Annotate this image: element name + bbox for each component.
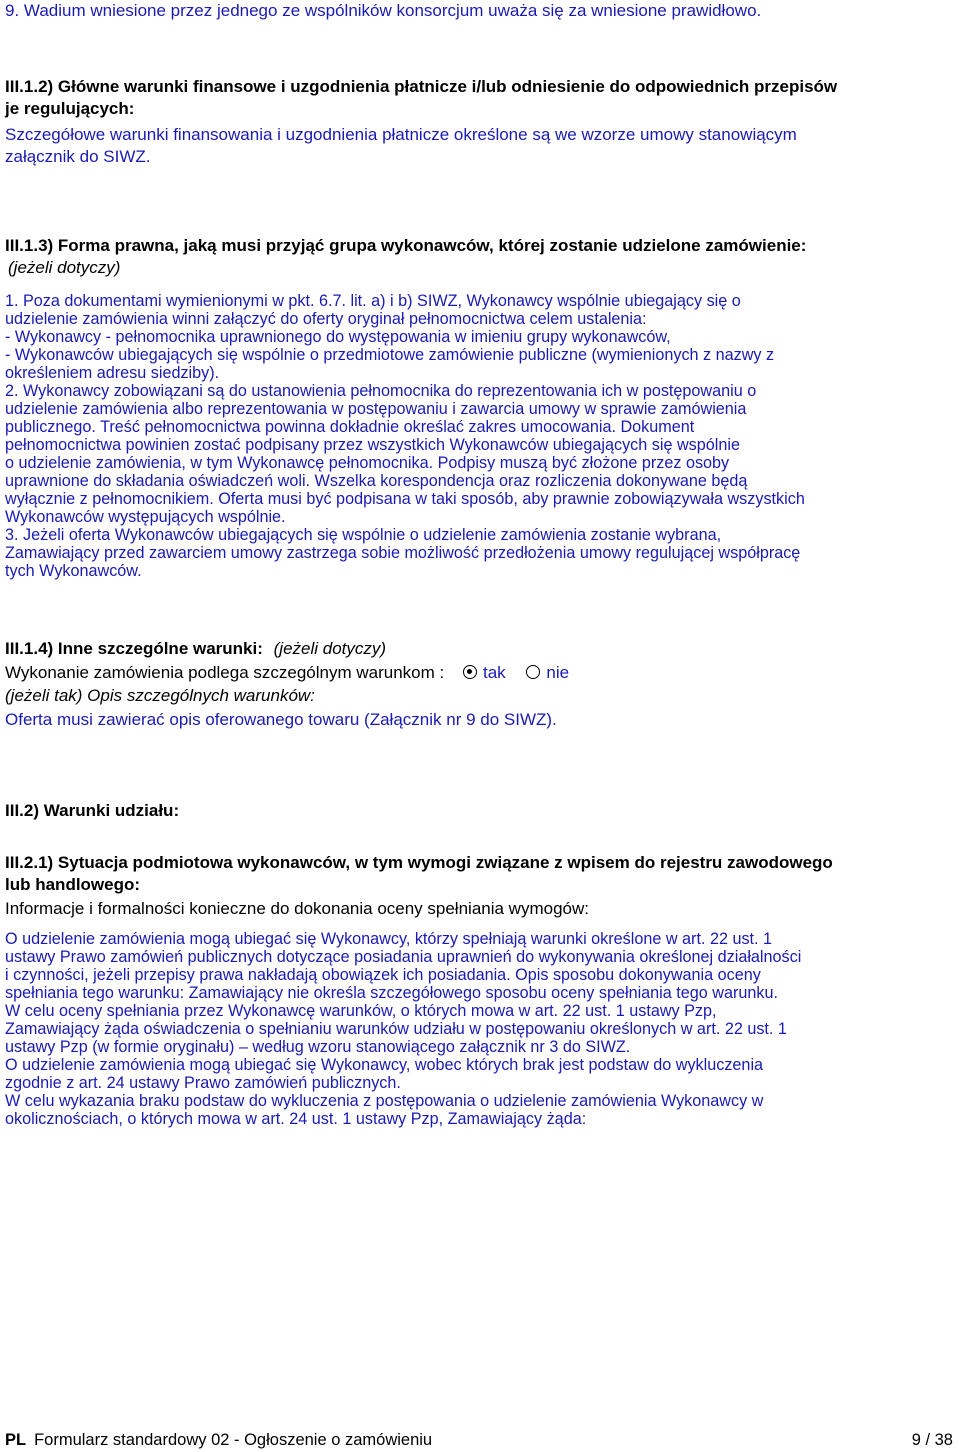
special-conditions-desc-label: (jeżeli tak) Opis szczególnych warunków: [5, 686, 315, 705]
body-line: O udzielenie zamówienia mogą ubiegać się Wykonawcy, wobec których brak jest podstaw do wykluczenia [5, 1056, 764, 1074]
section-3-1-4-heading: III.1.4) Inne szczególne warunki: (jeżeli dotyczy) [5, 639, 387, 658]
footer-page-number: 9 / 38 [911, 1431, 953, 1449]
body-line: pełnomocnictwa powinien zostać podpisany przez wszystkich Wykonawców ubiegających się wspólnie [5, 436, 740, 454]
body-line: o udzielenie zamówienia, w tym Wykonawcę pełnomocnika. Podpisy muszą być złożone przez osoby [5, 454, 730, 472]
body-line: Zamawiający przed zawarciem umowy zastrzega sobie możliwość przedłożenia umowy regulującej współpracę [5, 544, 801, 562]
body-line: ustawy Pzp (w formie oryginału) – według wzoru stanowiącego załącznik nr 3 do SIWZ. [5, 1038, 631, 1056]
body-line: wyłącznie z pełnomocnikiem. Oferta musi być podpisana w taki sposób, aby prawnie zobowiązywała wszystkich [5, 490, 805, 508]
body-line: i czynności, jeżeli przepisy prawa nakładają obowiązek ich posiadania. Opis sposobu dokonywania oceny [5, 966, 761, 984]
body-line: ustawy Prawo zamówień publicznych dotyczące posiadania uprawnień do wykonywania określonej działalności [5, 948, 802, 966]
special-conditions-desc-value: Oferta musi zawierać opis oferowanego towaru (Załącznik nr 9 do SIWZ). [5, 710, 557, 729]
body-line: 2. Wykonawcy zobowiązani są do ustanowienia pełnomocnika do reprezentowania ich w postępowaniu o [5, 382, 757, 400]
body-line: okolicznościach, o których mowa w art. 24 ust. 1 ustawy Pzp, Zamawiający żąda: [5, 1110, 587, 1128]
radio-yes[interactable] [463, 665, 477, 679]
special-conditions-question: Wykonanie zamówienia podlega szczególnym warunkom : tak nie [5, 663, 570, 682]
section-3-1-3-heading: III.1.3) Forma prawna, jaką musi przyjąć grupa wykonawców, której zostanie udzielone zamówienie: (jeżeli dotyczy) [5, 236, 807, 277]
body-line: udzielenie zamówienia albo reprezentowania w postępowaniu i zawarcia umowy w sprawie zamówienia [5, 400, 747, 418]
section-3-2-1-heading: III.2.1) Sytuacja podmiotowa wykonawców, w tym wymogi związane z wpisem do rejestru zawodowego lub handlowego: [5, 853, 833, 894]
section-3-1-2-body: Szczegółowe warunki finansowania i uzgodnienia płatnicze określone są we wzorze umowy stanowiącym załącznik do SIWZ. [5, 125, 797, 166]
radio-no-label: nie [546, 663, 570, 682]
body-line: 3. Jeżeli oferta Wykonawców ubiegających się wspólnie o udzielenie zamówienia zostanie wybrana, [5, 526, 722, 544]
section-3-2-1-info: Informacje i formalności konieczne do dokonania oceny spełniania wymogów: [5, 899, 589, 918]
item-9-text: 9. Wadium wniesione przez jednego ze wspólników konsorcjum uważa się za wniesione prawidłowo. [5, 1, 762, 20]
radio-yes-label: tak [482, 663, 506, 682]
body-line: Zamawiający żąda oświadczenia o spełnianiu warunków udziału w postępowaniu określonych w art. 22 ust. 1 [5, 1020, 787, 1038]
section-3-2-1-body [5, 930, 953, 1128]
body-line: - Wykonawców ubiegających się wspólnie o przedmiotowe zamówienie publiczne (wymienionych z nazwy z [5, 346, 775, 364]
body-line: 1. Poza dokumentami wymienionymi w pkt. 6.7. lit. a) i b) SIWZ, Wykonawcy wspólnie ubiegający się o [5, 292, 741, 310]
section-3-1-2-heading: III.1.2) Główne warunki finansowe i uzgodnienia płatnicze i/lub odniesienie do odpowiednich przepisów je regulujących: [5, 77, 838, 118]
body-line: określeniem adresu siedziby). [5, 364, 220, 382]
body-line: spełniania tego warunku: Zamawiający nie określa szczegółowego sposobu oceny spełniania tego warunku. [5, 984, 778, 1002]
body-line: W celu wykazania braku podstaw do wykluczenia z postępowania o udzielenie zamówienia Wykonawcy w [5, 1092, 764, 1110]
body-line: udzielenie zamówienia winni załączyć do oferty oryginał pełnomocnictwa celem ustalenia: [5, 310, 647, 328]
section-3-1-3-body [5, 292, 953, 580]
body-line: zgodnie z art. 24 ustawy Prawo zamówień publicznych. [5, 1074, 401, 1092]
footer-lang: PL [5, 1431, 27, 1449]
body-line: O udzielenie zamówienia mogą ubiegać się Wykonawcy, którzy spełniają warunki określone w art. 22 ust. 1 [5, 930, 773, 948]
body-line: - Wykonawcy - pełnomocnika uprawnionego do występowania w imieniu grupy wykonawców, [5, 328, 671, 346]
body-line: Wykonawców występujących wspólnie. [5, 508, 286, 526]
body-line: uprawnione do składania oświadczeń woli. Wszelka korespondencja oraz rozliczenia dokonywane będą [5, 472, 748, 490]
footer-title: Formularz standardowy 02 - Ogłoszenie o zamówieniu [34, 1431, 433, 1449]
body-line: tych Wykonawców. [5, 562, 142, 580]
section-3-2-heading: III.2) Warunki udziału: [5, 801, 180, 820]
radio-no[interactable] [526, 665, 540, 679]
page-footer [5, 1428, 953, 1452]
body-line: publicznego. Treść pełnomocnictwa powinna dokładnie określać zakres umocowania. Dokument [5, 418, 695, 436]
body-line: W celu oceny spełniania przez Wykonawcę warunków, o których mowa w art. 22 ust. 1 ustawy Pzp, [5, 1002, 717, 1020]
